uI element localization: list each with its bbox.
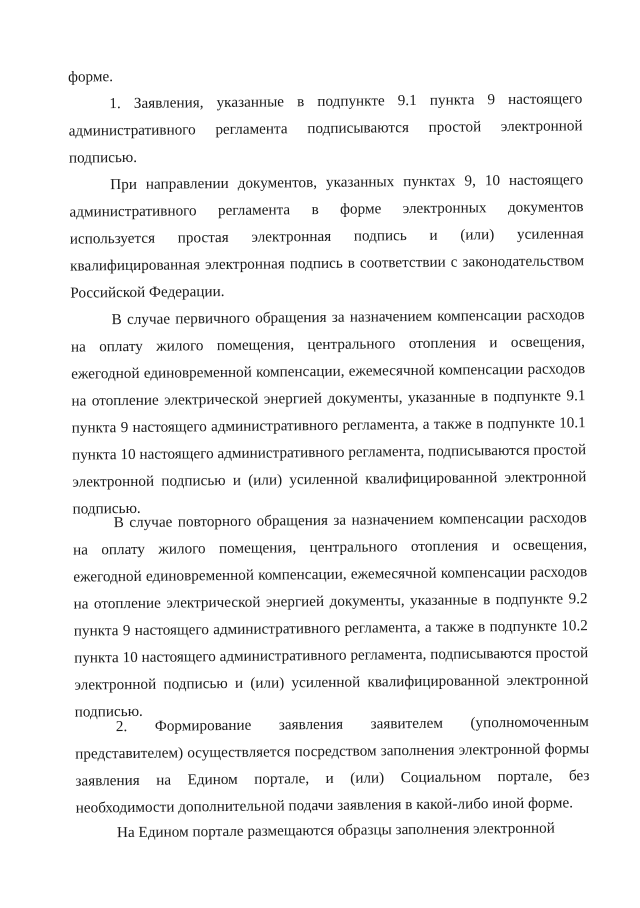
paragraph-primary-request: В случае первичного обращения за назначением компенсации расходов на оплату жилого помещения, центрального отопления и освещения, ежегодной единовременной компенсации, ежемесячной компенсации расходов на отопление электрической энергией документы, указанные в подпункте 9.1 пункта 9 настоящего административного регламента, а также в подпункте 10.1 пункта 10 настоящего административного регламента, подписываются простой электронной подписью и (или) усиленной квалифицированной электронной подписью.	[70, 306, 587, 518]
paragraph-electronic-signature: При направлении документов, указанных пунктах 9, 10 настоящего административного регламента в форме электронных документов используется простая электронная подпись и (или) усиленная квалифицированная электронная подпись в соответствии с законодательством Российской Федерации.	[69, 171, 585, 302]
paragraph-continuation: форме.	[67, 68, 114, 86]
paragraph-samples: На Едином портале размещаются образцы заполнения электронной	[116, 819, 555, 842]
paragraph-item-2: 2. Формирование заявления заявителем (уполномоченным представителем) осуществляется посредством заполнения электронной формы заявления на Едином портале, и (или) Социальном портале, без необходимости дополнительной подачи заявления в какой-либо иной форме.	[75, 713, 590, 817]
paragraph-repeat-request: В случае повторного обращения за назначением компенсации расходов на оплату жилого помещения, центрального отопления и освещения, ежегодной единовременной компенсации, ежемесячной компенсации расходов на отопление электрической энергией документы, указанные в подпункте 9.2 пункта 9 настоящего административного регламента, а также в подпункте 10.2 пункта 10 настоящего административного регламента, подписываются простой электронной подписью и (или) усиленной квалифицированной электронной подписью.	[72, 509, 589, 721]
paragraph-item-1: 1. Заявления, указанные в подпункте 9.1 пункта 9 настоящего административного регламента подписываются простой электронной подписью.	[68, 90, 583, 167]
